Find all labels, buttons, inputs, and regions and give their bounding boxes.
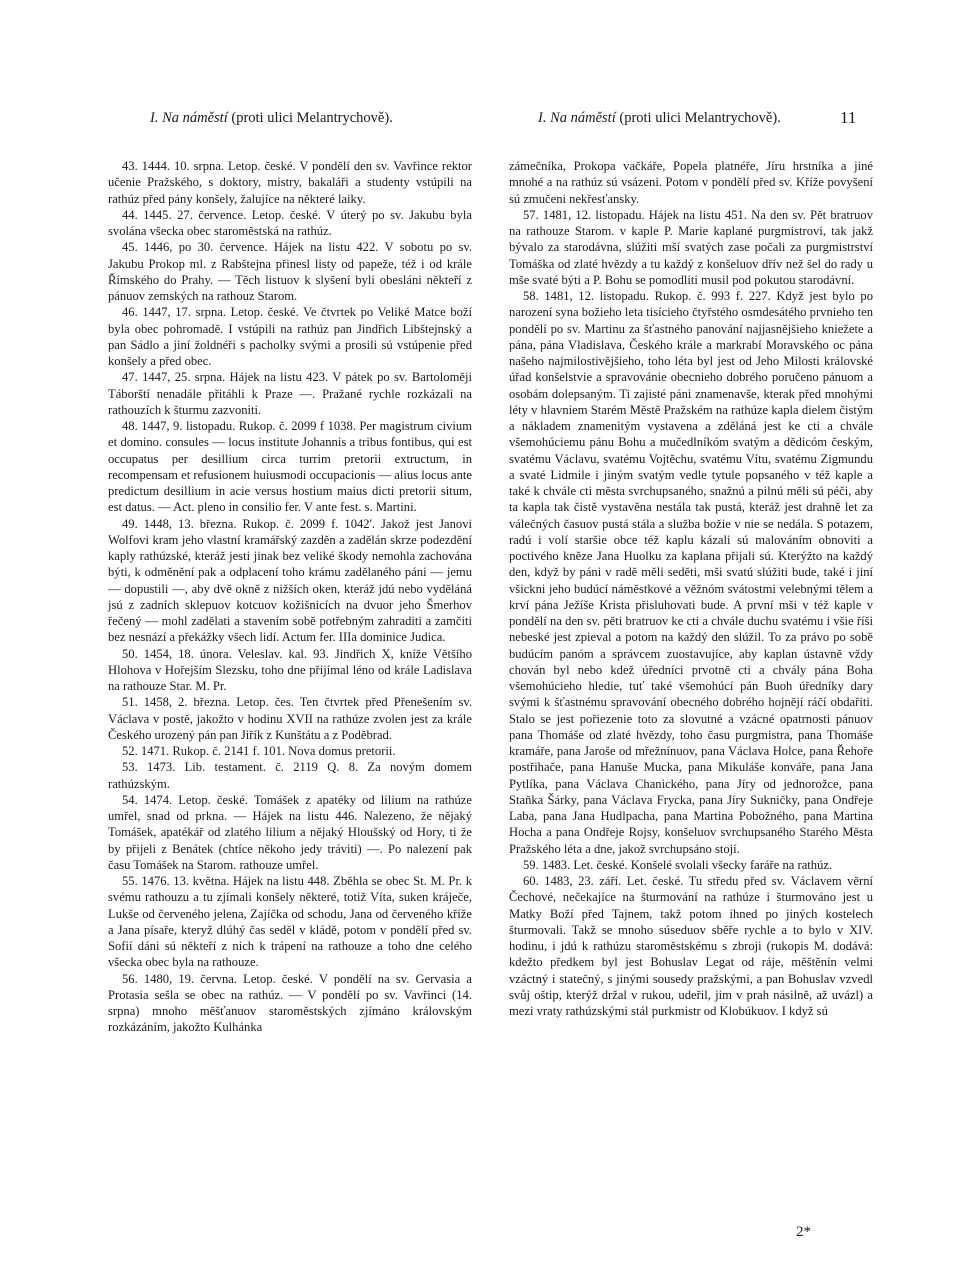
entry-paragraph: 60. 1483, 23. září. Let. české. Tu středu před sv. Václavem věrní Čechové, nečekajíce na šturmování na rathúze i šturmováno jest u Matky Boží před Tajnem, takž potom ihned po jiných kostelech šturmovali. Takž se mnoho súseduov sběře rychle a to bylo v XIV. hodinu, i jdú k rathúzu staroměstskému s zbroji (rukopis M. dodává: kdežto předkem byl jest Bohuslav Legat od ráje, měštěnín velmi vzáctný i statečný, s jinými sousedy pražskými, a pan Bohuslav vzvedl svůj oštip, kterýž držal v rukou, udeřil, jim v prah násilně, až uvázl) a mezi vraty rathúzskými stál purkmistr od Klobúkuov. I když sú: [509, 874, 873, 1018]
entry-paragraph: 53. 1473. Lib. testament. č. 2119 Q. 8. Za novým domem rathúzským.: [108, 760, 472, 791]
right-column: [509, 158, 873, 1019]
entry-paragraph: 58. 1481, 12. listopadu. Rukop. č. 993 f. 227. Když jest bylo po narození syna božieho leta tisícieho čtyřstého osmdesátého prvnieho ten pondělí po sv. Martinu za šťastného panování najjasnějšieho kniežete a pána, pána Vladislava, Českého krále a markrabí Moravského oc pána našeho najmilostivějšieho, toho léta byl jest od Jeho Milosti královské úřad konšelstvie a spravovánie obecnieho dobrého poručeno pánuom a osobám dolepsaným. Ti zajisté páni znamenavše, kterak před mnohými léty v hlavniem Starém Městě Pražském na rathúze kapla dielem čistým a nákladem znamenitým vystavena a zděláná jest ke cti a chvále všemohúciemu pánu Bohu a mučedlníkóm svatým a dědicóm českým, svatému Václavu, svatému Vojtěchu, svatému Vítu, svatému Zigmundu a svaté Lidmile i jiným svatým vedle tytule popsaného v též kaple a také k chvále cti města svrchupsaného, snažnú a pilnú měli sú péči, aby ta kapla tak čistě vystavěna nestála tak pustá, kteráž jest drahně let za válečných časuov pustá stála a služba božie v nie se nedála. S potazem, radú i volí staršie obce též kaplu kázali sú malováním obnoviti a poctivého kněze Jana Huolku za kaplana přijali sú. Kterýžto na každý den, když by páni v radě měli seděti, mši svatú slúžiti bude, také i jiní všickni jeho budúcí náměstkové a věžnóm svátostmi velebnými tělem a krví pána Ježíše Krista přisluhovati bude. A první mši v též kaple v pondělí na den sv. pěti bratruov ke cti a chvále duchu svatému i všie říši nebeské jest zpieval a potom na každý den slúžil. To za právo po sobě budúcím panóm a správcem zuostavujíce, aby kaplan ústavně vždy chován byl nebo kdež úředníci prvotně cti a chvály pána Boha všemohúcieho hledie, tuť také všemohúcí pán Buoh úředníky dary svými k šťastnému spravování obecného dobrého hojnějí ráčí obdařiti. Stalo se jest pořiezenie toto za slovutné a vzácné opatrnosti pánuov pana Thomáše od zlaté hvězdy, toho času purgmistra, pana Thomáše kramáře, pana Jaroše od mřežnínuov, pana Václava Holce, pana Řehoře postřihače, pana Hanuše Mucka, pana Mikuláše konváře, pana Jana Pytlíka, pana Václava Chanického, pana Jíry od jednorožce, pana Staňka Šárky, pana Václava Frycka, pana Jíry Sukničky, pana Ondřeje Laba, pana Jana Hudlpacha, pana Martina Pobožného, pana Martina Hocha a pana Ondřeje Rojsy, konšeluov svrchupsaného Starého Města Pražského léta a dne, jakož svrchupsáno stojí.: [509, 289, 873, 856]
running-header-left: [150, 110, 393, 127]
running-header-right: [538, 110, 781, 127]
entry-paragraph: 47. 1447, 25. srpna. Hájek na listu 423. V pátek po sv. Bartoloměji Táborští nenadále přitáhli k Praze —. Pražané rychle rozkázali na rathouzích k šturmu zazvoniti.: [108, 370, 472, 417]
entry-paragraph: 56. 1480, 19. června. Letop. české. V pondělí na sv. Gervasia a Protasia sešla se obec na rathúz. — V pondělí po sv. Vavřinci (14. srpna) mnoho měšťanuov staroměstských zjímáno královským rozkázáním, jakožto Kulhánka: [108, 971, 472, 1035]
entry-paragraph: 51. 1458, 2. března. Letop. čes. Ten čtvrtek před Přenešením sv. Václava v postě, jakožto v hodinu XVII na rathúze zvolen jest za krále Českého urozený pán pan Jiřík z Kunštátu a z Poděbrad.: [108, 695, 472, 742]
continuation-paragraph: zámečníka, Prokopa vačkáře, Popela platnéře, Jíru hrstníka a jiné mnohé a na rathúz sú vsázeni. Potom v pondělí před sv. Kříže povyšení sú zmučeni nekřesťansky.: [509, 159, 873, 206]
header-right-italic: I. Na náměstí: [538, 110, 616, 126]
entry-paragraph: 52. 1471. Rukop. č. 2141 f. 101. Nova domus pretorii.: [122, 744, 396, 758]
header-left-italic: I. Na náměstí: [150, 110, 228, 126]
signature-mark: 2*: [796, 1224, 811, 1240]
entry-paragraph: 43. 1444. 10. srpna. Letop. české. V pondělí den sv. Vavřince rektor učenie Pražského, s doktory, mistry, bakaláři a studenty vstúpili na rathúz před pány konšely, žalujíce na některé laiky.: [108, 159, 472, 206]
entry-paragraph: 44. 1445. 27. července. Letop. české. V úterý po sv. Jakubu byla svolána všecka obec staroměstská na rathúz.: [108, 207, 472, 238]
entry-paragraph: 49. 1448, 13. března. Rukop. č. 2099 f. 1042'. Jakož jest Janovi Wolfovi kram jeho vlastní kramářský zazděn a zadělán skrze podezdění kaply rathúzské, kteráž jesti jinak bez veliké škody nemohla zachována býti, k odměnění pak a odplacení toho krámu zadělaného páni — jemu — dopustili —, aby dvě okně z nižších oken, kteráž jdú nebo vyděláná jsú z zadních sklepuov kotcuov kožišnicích na dvuor jeho Šmerhov řečený — mohl zadělati a stavením sobě potřebným zahraditi a zamčiti bez nesnází a překážky všech lidí. Actum fer. IIIa dominice Judica.: [108, 516, 472, 645]
entry-paragraph: 50. 1454, 18. února. Veleslav. kal. 93. Jindřich X, kníže Většího Hlohova v Hořejším Slezsku, toho dne přijímal léno od krále Ladislava na rathouze Star. M. Pr.: [108, 646, 472, 693]
entry-paragraph: 46. 1447, 17. srpna. Letop. české. Ve čtvrtek po Veliké Matce boží byla obec pohromadě. I vstúpili na rathúz pan Jindřich Libštejnský a pan Sádlo a jiní žoldnéři s pacholky svými a prosili sú vstúpenie před konšely a před obec.: [108, 305, 472, 368]
page-number: 11: [840, 108, 857, 127]
entry-paragraph: 54. 1474. Letop. české. Tomášek z apatéky od lilium na rathúze umřel, snad od prkna. — Hájek na listu 446. Nalezeno, že nějaký Tomášek, apatékář od zlatého lilium a nějaký Hloušský od Hory, ti že by přijeli z Benátek (chtíce někoho jedy tráviti) —. Po nalezení pak času Tomášek na Starom. rathouze umřel.: [108, 792, 472, 872]
header-left-rest: (proti ulici Melantrychově).: [227, 110, 393, 126]
entry-paragraph: 55. 1476. 13. května. Hájek na listu 448. Zběhla se obec St. M. Pr. k svému rathouzu a tu zjímali konšely některé, totiž Víta, suken kráječe, Lukše od červeného jelena, Zajíčka od schodu, Jana od červeného kříže a Jana písaře, kteryž dlúhý čas seděl v kládě, potom v pondělí před sv. Sofií dáni sú někteří z nich k trápení na rathouze a toho dne celého všecka obec byla na rathouze.: [108, 874, 472, 970]
entry-paragraph: 45. 1446, po 30. července. Hájek na listu 422. V sobotu po sv. Jakubu Prokop ml. z Rabštejna přinesl listy od papeže, též i od krále Římského do Prahy. — Těch listuov k slyšení byli obesláni někteří z pánuov zemských na rathouz Starom.: [108, 240, 472, 303]
header-right-rest: (proti ulici Melantrychově).: [615, 110, 781, 126]
entry-paragraph: 57. 1481, 12. listopadu. Hájek na listu 451. Na den sv. Pět bratruov na rathouze Starom. v kaple P. Marie kaplané purgmistrovi, tak jakž bývalo za starodávna, slúžiti mší svatých zase počali za purgmistrství Tomáška od zlaté hvězdy a tu každý z konšeluov dřív než šel do rady u mše svaté býti a P. Bohu se pomodliti musil pod pokutou starodávní.: [509, 207, 873, 287]
entry-paragraph: 59. 1483. Let. české. Konšelé svolali všecky faráře na rathúz.: [523, 857, 833, 872]
left-column: [108, 158, 472, 1036]
entry-paragraph: 48. 1447, 9. listopadu. Rukop. č. 2099 f 1038. Per magistrum civium et domino. consules — locus institute Johannis a tribus fontibus, qui est occupatus per desillium circa turrim pretorii extructum, in recompensam et refusionem huiusmodi occupacionis — alius locus ante predictum desillium in acie versus hostium maius dicti pretorii situm, est datus. — Act. pleno in consilio fer. V ante fest. s. Martini.: [108, 419, 472, 515]
